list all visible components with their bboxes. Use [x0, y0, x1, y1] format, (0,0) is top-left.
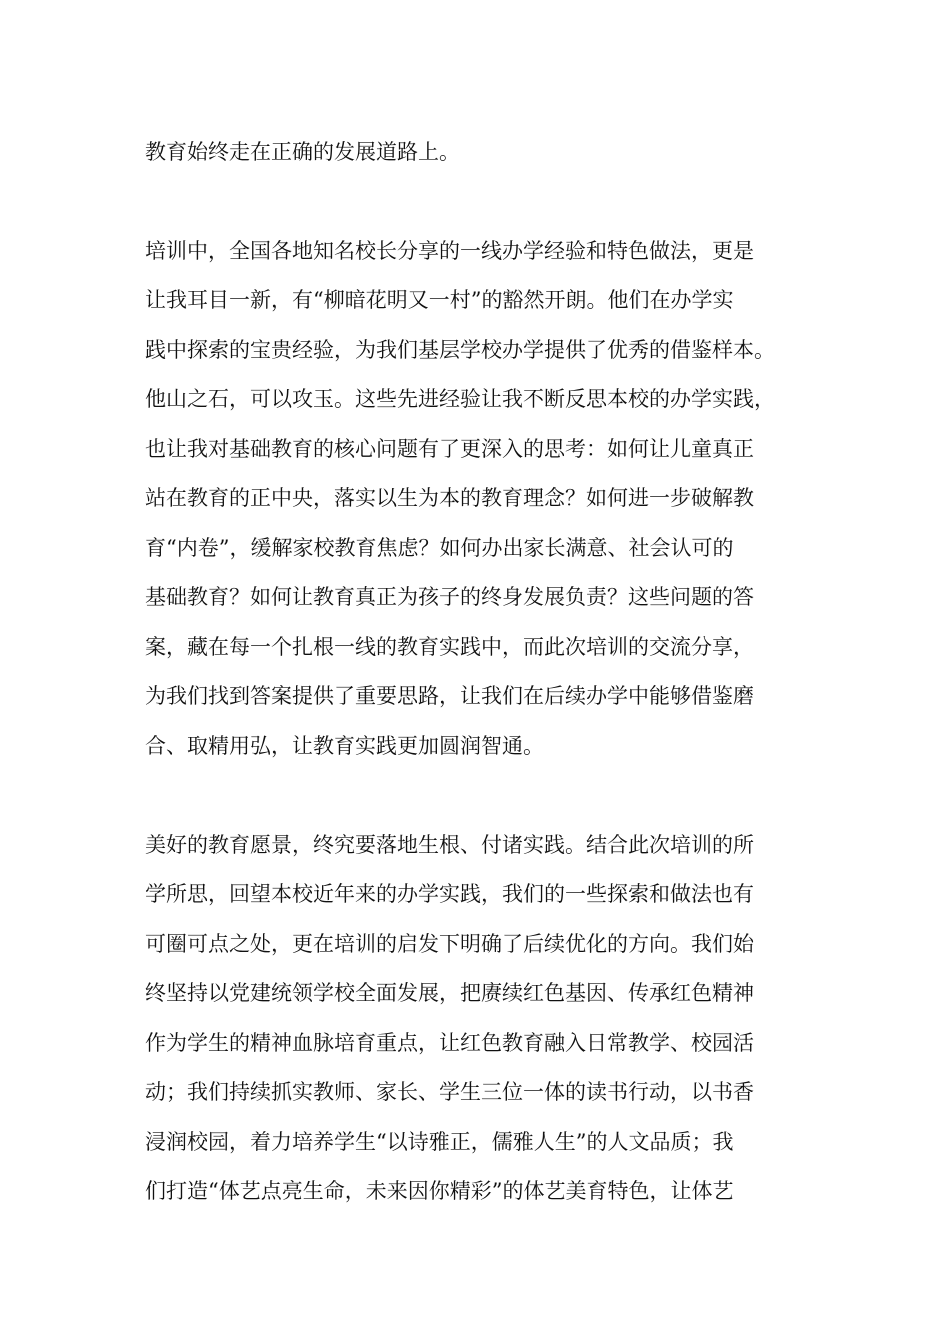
text-line: 合、取精用弘，让教育实践更加圆润智通。	[145, 734, 544, 758]
text-line: 案，藏在每一个扎根一线的教育实践中，而此次培训的交流分享，	[145, 635, 754, 659]
text-line: 学所思，回望本校近年来的办学实践，我们的一些探索和做法也有	[145, 882, 754, 906]
text-line: 教育始终走在正确的发展道路上。	[145, 140, 460, 164]
text-line: 终坚持以党建统领学校全面发展，把赓续红色基因、传承红色精神	[145, 981, 754, 1005]
text-line: 作为学生的精神血脉培育重点，让红色教育融入日常教学、校园活	[145, 1031, 754, 1055]
text-line: 美好的教育愿景，终究要落地生根、付诸实践。结合此次培训的所	[145, 833, 754, 857]
text-line: 也让我对基础教育的核心问题有了更深入的思考：如何让儿童真正	[145, 437, 754, 461]
text-line: 让我耳目一新，有“柳暗花明又一村”的豁然开朗。他们在办学实	[145, 288, 734, 312]
text-line: 基础教育？如何让教育真正为孩子的终身发展负责？这些问题的答	[145, 585, 754, 609]
text-line: 践中探索的宝贵经验，为我们基层学校办学提供了优秀的借鉴样本。	[145, 338, 775, 362]
text-line: 培训中，全国各地知名校长分享的一线办学经验和特色做法，更是	[145, 239, 754, 263]
text-line: 为我们找到答案提供了重要思路，让我们在后续办学中能够借鉴磨	[145, 684, 754, 708]
text-line: 们打造“体艺点亮生命，未来因你精彩”的体艺美育特色，让体艺	[145, 1179, 734, 1203]
text-line: 动；我们持续抓实教师、家长、学生三位一体的读书行动，以书香	[145, 1080, 754, 1104]
text-line: 浸润校园，着力培养学生“以诗雅正，儒雅人生”的人文品质；我	[145, 1130, 734, 1154]
text-line: 他山之石，可以攻玉。这些先进经验让我不断反思本校的办学实践，	[145, 387, 775, 411]
text-line: 站在教育的正中央，落实以生为本的教育理念？如何进一步破解教	[145, 486, 754, 510]
text-line: 育“内卷”，缓解家校教育焦虑？如何办出家长满意、社会认可的	[145, 536, 734, 560]
text-line: 可圈可点之处，更在培训的启发下明确了后续优化的方向。我们始	[145, 932, 754, 956]
